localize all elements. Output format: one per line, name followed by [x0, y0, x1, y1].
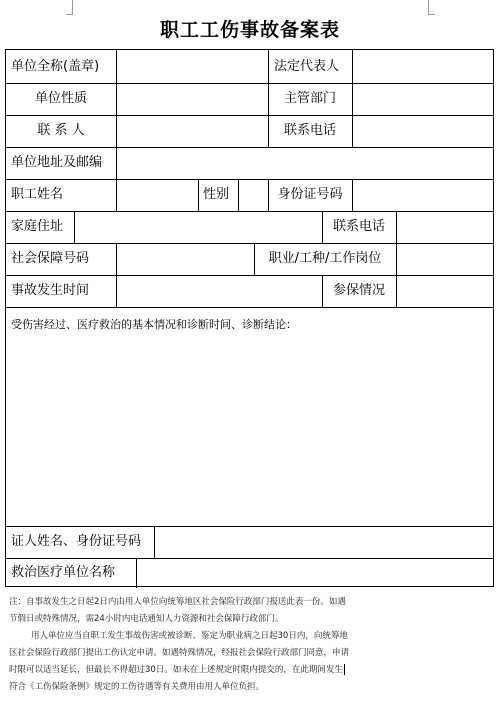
note-line: 时限可以适当延长，但最长不得超过30日。如未在上述规定时限内提交的，在此期间发生	[9, 665, 343, 675]
contact-phone-label: 联系电话	[283, 123, 336, 138]
injury-description-area[interactable]	[11, 338, 488, 522]
witness-label: 证人姓名、身份证号码	[11, 534, 142, 549]
contact-person-label: 联 系 人	[37, 123, 85, 138]
text-cursor	[344, 664, 345, 675]
id-number-label: 身份证号码	[277, 187, 343, 202]
accident-time-label: 事故发生时间	[11, 283, 90, 298]
accident-record-form	[5, 49, 494, 587]
social-security-label: 社会保障号码	[11, 251, 90, 266]
document-title: 职工工伤事故备案表	[159, 19, 340, 41]
home-address-label: 家庭住址	[11, 219, 64, 234]
hospital-label: 救治医疗单位名称	[11, 565, 116, 580]
home-phone-label: 联系电话	[332, 219, 385, 234]
gender-label: 性别	[203, 187, 230, 202]
authority-label: 主管部门	[283, 91, 336, 106]
note-line: 区社会保险行政部门提出工伤认定申请。如遇特殊情况，经报社会保险行政部门同意，申请	[9, 648, 350, 658]
injury-description-label: 受伤害经过、医疗救治的基本情况和诊断时间、诊断结论：	[11, 318, 297, 331]
note-line: 用人单位应当自职工发生事故伤害或被诊断、鉴定为职业病之日起30日内，向统筹地	[31, 631, 348, 641]
crop-mark-top-left	[66, 0, 73, 15]
insured-status-label: 参保情况	[332, 283, 385, 298]
address-label: 单位地址及邮编	[11, 155, 103, 170]
unit-name-label: 单位全称(盖章)	[11, 59, 100, 74]
footnote	[9, 594, 493, 696]
employee-name-label: 职工姓名	[11, 187, 64, 202]
note-line: 节假日或特殊情况，需24小时内电话通知人力资源和社会保障行政部门。	[9, 614, 284, 624]
note-line: 符合《工伤保险条例》规定的工伤待遇等有关费用由用人单位负担。	[9, 682, 265, 692]
crop-mark-top-right	[428, 0, 435, 15]
occupation-label: 职业/工种/工作岗位	[268, 251, 382, 266]
unit-type-label: 单位性质	[34, 91, 87, 106]
note-line: 注：自事故发生之日起2日内由用人单位向统筹地区社会保险行政部门报送此表一份。如遇	[9, 597, 346, 607]
legal-rep-label: 法定代表人	[274, 59, 340, 74]
